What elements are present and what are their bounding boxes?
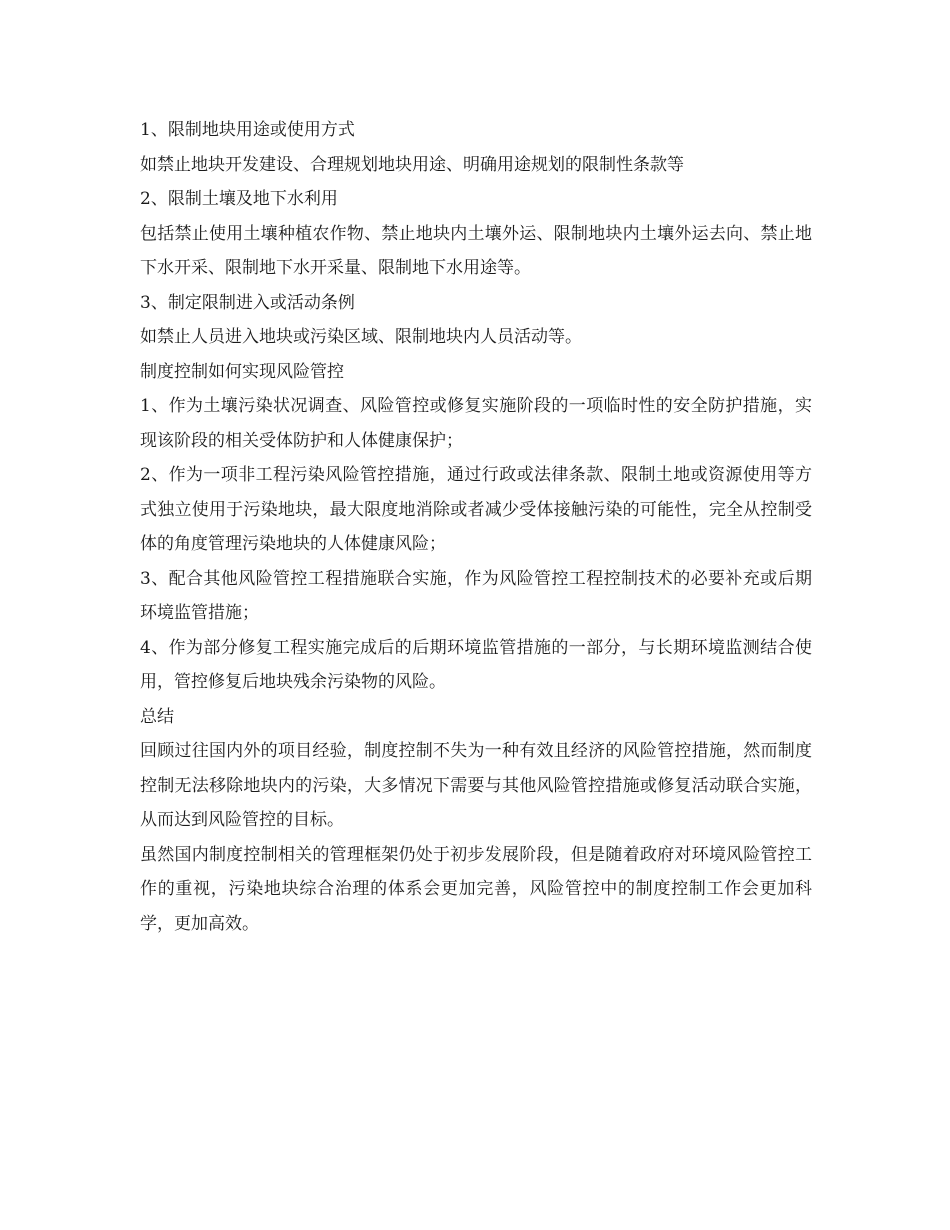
item-1-text: 如禁止地块开发建设、合理规划地块用途、明确用途规划的限制性条款等	[140, 154, 684, 175]
item-3-heading: 3、制定限制进入或活动条例	[140, 292, 355, 313]
document-body	[140, 113, 812, 941]
item-1-heading: 1、限制地块用途或使用方式	[140, 120, 355, 140]
item-2-text: 包括禁止使用土壤种植农作物、禁止地块内土壤外运、限制地块内土壤外运去向、禁止地下水开采、限制地下水开采量、限制地下水用途等。	[140, 223, 812, 278]
summary-paragraph-2: 虽然国内制度控制相关的管理框架仍处于初步发展阶段，但是随着政府对环境风险管控工作的重视，污染地块综合治理的体系会更加完善，风险管控中的制度控制工作会更加科学，更加高效。	[140, 844, 812, 934]
item-2-heading: 2、限制土壤及地下水利用	[140, 189, 338, 209]
section-heading-risk-control: 制度控制如何实现风险管控	[140, 361, 344, 382]
section-heading-summary: 总结	[140, 706, 174, 727]
item-3-text: 如禁止人员进入地块或污染区域、限制地块内人员活动等。	[140, 327, 582, 347]
summary-paragraph-1: 回顾过往国内外的项目经验，制度控制不失为一种有效且经济的风险管控措施，然而制度控制无法移除地块内的污染，大多情况下需要与其他风险管控措施或修复活动联合实施，从而达到风险管控的目标。	[140, 741, 812, 830]
risk-control-point-3: 3、配合其他风险管控工程措施联合实施，作为风险管控工程控制技术的必要补充或后期环境监管措施；	[140, 568, 812, 623]
risk-control-point-2: 2、作为一项非工程污染风险管控措施，通过行政或法律条款、限制土地或资源使用等方式独立使用于污染地块，最大限度地消除或者减少受体接触污染的可能性，完全从控制受体的角度管理污染地块的人体健康风险；	[140, 465, 812, 554]
risk-control-point-1: 1、作为土壤污染状况调查、风险管控或修复实施阶段的一项临时性的安全防护措施，实现该阶段的相关受体防护和人体健康保护；	[140, 396, 812, 451]
risk-control-point-4: 4、作为部分修复工程实施完成后的后期环境监管措施的一部分，与长期环境监测结合使用，管控修复后地块残余污染物的风险。	[140, 637, 812, 692]
